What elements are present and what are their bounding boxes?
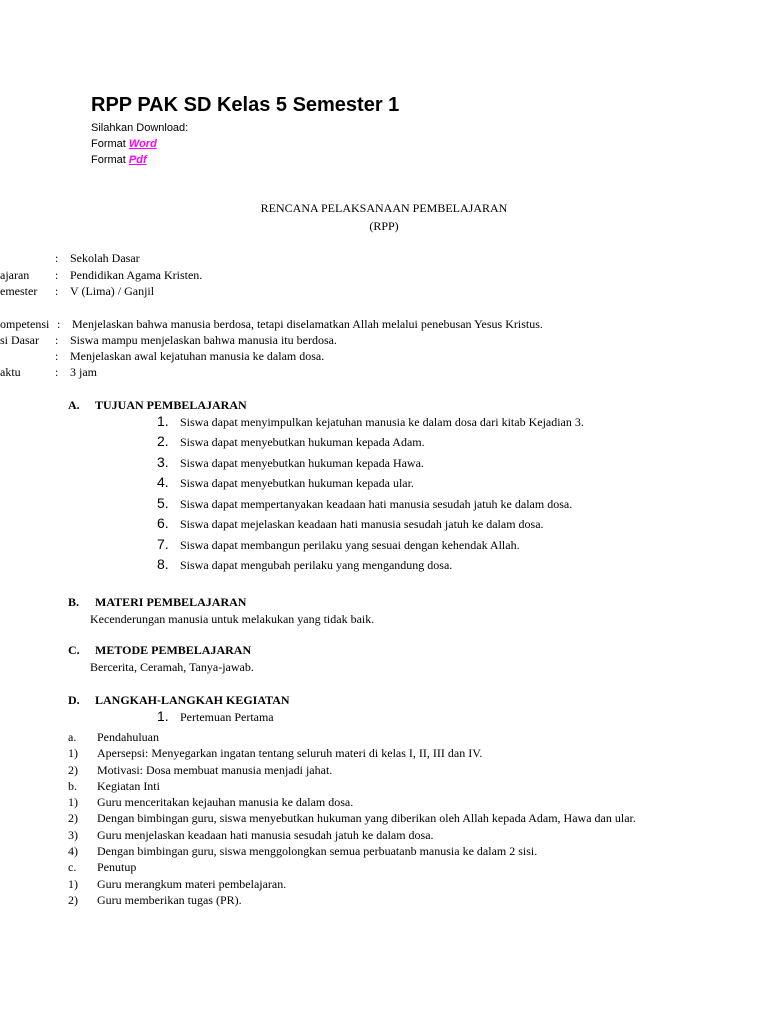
step-marker: 1) [68, 795, 78, 809]
step-marker: 1) [68, 746, 78, 760]
section-c-title: METODE PEMBELAJARAN [95, 643, 252, 657]
step-text: Guru memberikan tugas (PR). [97, 893, 242, 907]
list-item: Siswa dapat mengubah perilaku yang mengandung dosa. [180, 558, 453, 572]
list-number: 3. [157, 454, 169, 470]
section-b-title: MATERI PEMBELAJARAN [95, 595, 247, 609]
identity-separator: : [55, 268, 59, 282]
step-marker: a. [68, 730, 77, 744]
step-text: Guru menceritakan kejauhan manusia ke dalam dosa. [97, 795, 354, 809]
competency-label: si Dasar [0, 333, 39, 347]
step-text: Motivasi: Dosa membuat manusia menjadi jahat. [97, 763, 333, 777]
download-pdf-line [91, 154, 147, 166]
list-number: 7. [157, 536, 169, 552]
download-word-link[interactable]: Word [128, 138, 157, 150]
step-marker: 2) [68, 893, 78, 907]
list-number: 1. [157, 708, 169, 724]
section-a-title: TUJUAN PEMBELAJARAN [95, 398, 247, 412]
competency-label: aktu [0, 365, 21, 379]
document-heading: RENCANA PELAKSANAAN PEMBELAJARAN [260, 201, 508, 215]
download-word-line [91, 138, 157, 150]
list-item: Siswa dapat menyebutkan hukuman kepada Adam. [180, 435, 425, 449]
identity-label: emester [0, 284, 38, 298]
competency-value: Menjelaskan bahwa manusia berdosa, tetapi diselamatkan Allah melalui penebusan Yesus Kristus. [72, 317, 543, 331]
section-a-letter: A. [68, 398, 80, 412]
step-marker: 4) [68, 844, 78, 858]
list-item: Siswa dapat menyebutkan hukuman kepada Hawa. [180, 456, 424, 470]
list-item: Siswa dapat mejelaskan keadaan hati manusia sesudah jatuh ke dalam dosa. [180, 517, 544, 531]
competency-separator: : [55, 365, 59, 379]
format-label: Format [91, 154, 129, 166]
section-c-body: Bercerita, Ceramah, Tanya-jawab. [90, 660, 254, 674]
competency-separator: : [55, 349, 59, 363]
list-number: 5. [157, 495, 169, 511]
step-marker: b. [68, 779, 77, 793]
list-number: 8. [157, 556, 169, 572]
format-label: Format [91, 138, 129, 150]
competency-value: Siswa mampu menjelaskan bahwa manusia itu berdosa. [70, 333, 337, 347]
step-text: Dengan bimbingan guru, siswa menyebutkan hukuman yang diberikan oleh Allah kepada Adam, Hawa dan ular. [97, 811, 636, 825]
list-item: Siswa dapat menyimpulkan kejatuhan manusia ke dalam dosa dari kitab Kejadian 3. [180, 415, 584, 429]
section-d-letter: D. [68, 693, 80, 707]
step-marker: 2) [68, 811, 78, 825]
section-d-title: LANGKAH-LANGKAH KEGIATAN [95, 693, 290, 707]
step-marker: c. [68, 860, 77, 874]
list-number: 6. [157, 515, 169, 531]
list-item: Siswa dapat membangun perilaku yang sesuai dengan kehendak Allah. [180, 538, 520, 552]
step-marker: 3) [68, 828, 78, 842]
section-b-letter: B. [68, 595, 80, 609]
identity-value: V (Lima) / Ganjil [70, 284, 155, 298]
competency-label: ompetensi [0, 317, 50, 331]
step-text: Penutup [97, 860, 137, 874]
step-marker: 1) [68, 877, 78, 891]
list-number: 1. [157, 413, 169, 429]
download-pdf-link[interactable]: Pdf [128, 154, 147, 166]
document-subheading: (RPP) [369, 219, 399, 233]
list-item: Siswa dapat mempertanyakan keadaan hati manusia sesudah jatuh ke dalam dosa. [180, 497, 573, 511]
identity-value: Sekolah Dasar [70, 251, 140, 265]
list-number: 2. [157, 433, 169, 449]
section-c-letter: C. [68, 643, 80, 657]
identity-label: ajaran [0, 268, 30, 282]
step-text: Guru menjelaskan keadaan hati manusia sesudah jatuh ke dalam dosa. [97, 828, 434, 842]
identity-separator: : [55, 251, 59, 265]
meeting-title: Pertemuan Pertama [180, 710, 274, 724]
step-text: Guru merangkum materi pembelajaran. [97, 877, 287, 891]
competency-value: Menjelaskan awal kejatuhan manusia ke dalam dosa. [70, 349, 325, 363]
section-b-body: Kecenderungan manusia untuk melakukan yang tidak baik. [90, 612, 375, 626]
page-title: RPP PAK SD Kelas 5 Semester 1 [91, 94, 400, 116]
step-marker: 2) [68, 763, 78, 777]
download-intro: Silahkan Download: [91, 122, 189, 134]
list-number: 4. [157, 474, 169, 490]
step-text: Kegiatan Inti [97, 779, 160, 793]
list-item: Siswa dapat menyebutkan hukuman kepada ular. [180, 476, 414, 490]
step-text: Apersepsi: Menyegarkan ingatan tentang seluruh materi di kelas I, II, III dan IV. [97, 746, 483, 760]
competency-value: 3 jam [70, 365, 97, 379]
identity-separator: : [55, 284, 59, 298]
competency-separator: : [55, 333, 59, 347]
step-text: Dengan bimbingan guru, siswa menggolongkan semua perbuatanb manusia ke dalam 2 sisi. [97, 844, 538, 858]
competency-separator: : [57, 317, 61, 331]
identity-value: Pendidikan Agama Kristen. [70, 268, 203, 282]
step-text: Pendahuluan [97, 730, 159, 744]
